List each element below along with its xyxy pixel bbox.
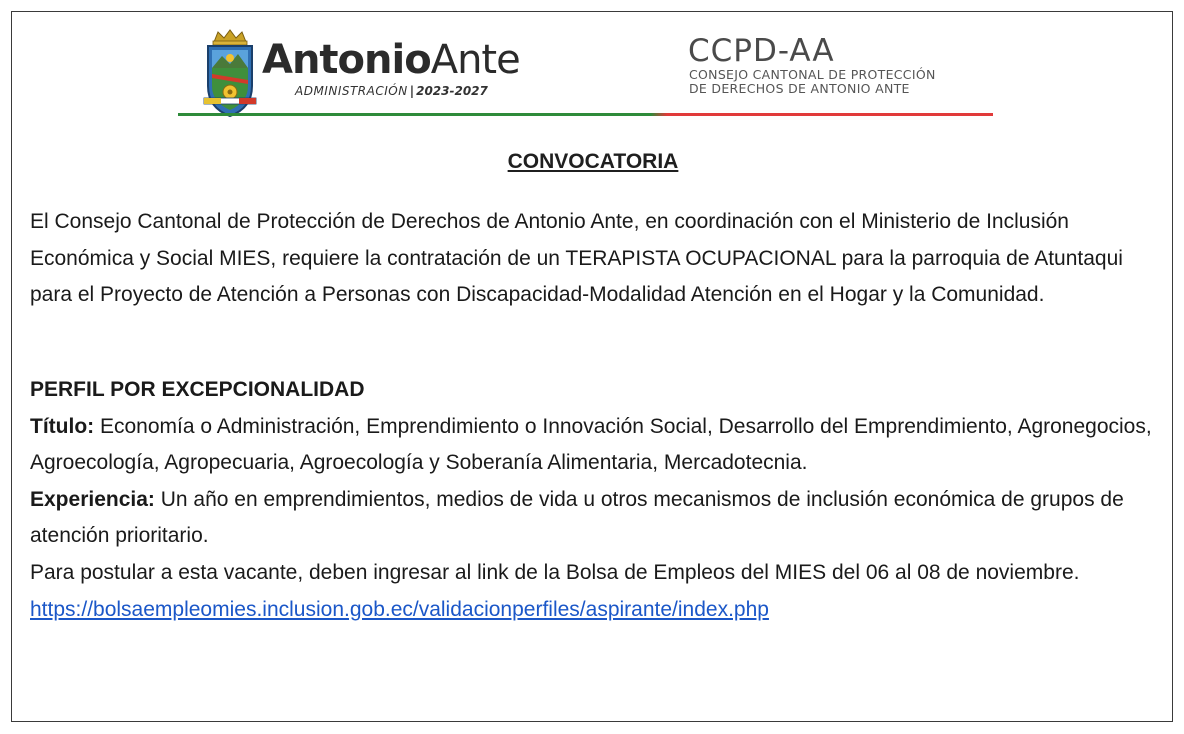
ccpd-logo-subtitle (689, 68, 936, 96)
brand-years: 2023-2027 (416, 84, 488, 98)
brand-subtitle (295, 84, 488, 98)
intro-paragraph: El Consejo Cantonal de Protección de Derechos de Antonio Ante, en coordinación con el Ministerio de Inclusión Económica y Social MIES, requiere la contratación de un TERAPISTA OCUPACIONAL para la parroquia de Atuntaqui para el Proyecto de Atención a Personas con Discapacidad-Modalidad Atención en el Hogar y la Comunidad. (30, 210, 1123, 306)
experience-requirement (30, 482, 1160, 555)
ccpd-logo-title: CCPD-AA (688, 33, 835, 69)
profile-heading: PERFIL POR EXCEPCIONALIDAD (30, 378, 365, 401)
brand-admin-label: ADMINISTRACIÓN (295, 84, 408, 98)
header-color-stripe (178, 113, 993, 116)
title-requirement (30, 409, 1160, 482)
profile-section (30, 372, 1160, 628)
ccpd-subtitle-line1: CONSEJO CANTONAL DE PROTECCIÓN (689, 67, 936, 82)
antonio-ante-shield-logo (202, 28, 258, 118)
application-link[interactable]: https://bolsaempleomies.inclusion.gob.ec/validacionperfiles/aspirante/index.php (30, 597, 769, 621)
title-text: Economía o Administración, Emprendimiento o Innovación Social, Desarrollo del Emprendimiento, Agronegocios, Agroecología, Agropecuaria, Agroecología y Soberanía Alimentaria, Mercadotecnia. (30, 414, 1152, 475)
experience-label: Experiencia: (30, 487, 155, 511)
brand-wordmark-light: Ante (430, 37, 520, 83)
document-heading: CONVOCATORIA (507, 150, 679, 173)
brand-wordmark-bold: Antonio (262, 37, 431, 83)
document-frame (11, 11, 1173, 722)
brand-separator: | (409, 84, 415, 98)
apply-instructions: Para postular a esta vacante, deben ingresar al link de la Bolsa de Empleos del MIES del 06 al 08 de noviembre. (30, 560, 1080, 584)
title-label: Título: (30, 414, 95, 438)
ccpd-subtitle-line2: DE DERECHOS DE ANTONIO ANTE (689, 81, 910, 96)
experience-text: Un año en emprendimientos, medios de vida u otros mecanismos de inclusión económica de grupos de atención prioritario. (30, 487, 1124, 548)
document-header (12, 12, 1174, 130)
brand-wordmark (262, 37, 520, 83)
